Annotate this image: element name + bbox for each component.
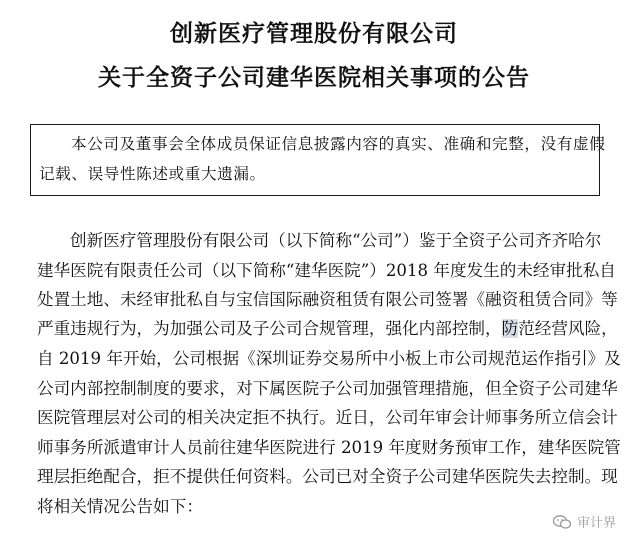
body-line-7: 医院管理层对公司的相关决定拒不执行。近日，公司年审会计师事务所立信会计: [37, 408, 618, 427]
disclaimer-line-2: 记载、误导性陈述或重大遗漏。: [39, 165, 266, 183]
body-line-3: 处置土地、未经审批私自与宝信国际融资租赁有限公司签署《融资租赁合同》等: [37, 290, 618, 309]
company-name: 创新医疗管理股份有限公司: [170, 21, 458, 47]
body-line-10: 将相关情况公告如下：: [37, 497, 203, 516]
body-line-2: 建华医院有限责任公司（以下简称“建华医院”）2018 年度发生的未经审批私自: [37, 261, 616, 280]
body-line-1: 创新医疗管理股份有限公司（以下简称“公司”）鉴于全资子公司齐齐哈尔: [70, 231, 602, 250]
text-selection-highlight[interactable]: 防: [501, 319, 519, 338]
disclaimer-box: [30, 124, 606, 196]
watermark-label: 审计界: [576, 516, 616, 531]
body-line-9: 理层拒绝配合，拒不提供任何资料。公司已对全资子公司建华医院失去控制。现: [37, 467, 618, 486]
disclaimer-line-1: 本公司及董事会全体成员保证信息披露内容的真实、准确和完整，没有虚假: [71, 135, 606, 153]
body-line-4: [37, 316, 618, 342]
body-line-8: 师事务所派遣审计人员前往建华医院进行 2019 年度财务预审工作，建华医院管: [37, 438, 621, 457]
body-line-4-start: 严重违规行为，为加强公司及子公司合规管理，强化内部控制，: [37, 319, 502, 338]
wechat-icon: [552, 514, 572, 530]
body-line-4-end: 范经营风险，: [518, 319, 618, 338]
announcement-title: 关于全资子公司建华医院相关事项的公告: [98, 65, 530, 91]
source-watermark: [552, 512, 616, 531]
body-line-6: 公司内部控制制度的要求，对下属医院子公司加强管理措施，但全资子公司建华: [37, 379, 618, 398]
body-line-5: 自 2019 年开始，公司根据《深圳证券交易所中小板上市公司规范运作指引》及: [37, 349, 621, 368]
